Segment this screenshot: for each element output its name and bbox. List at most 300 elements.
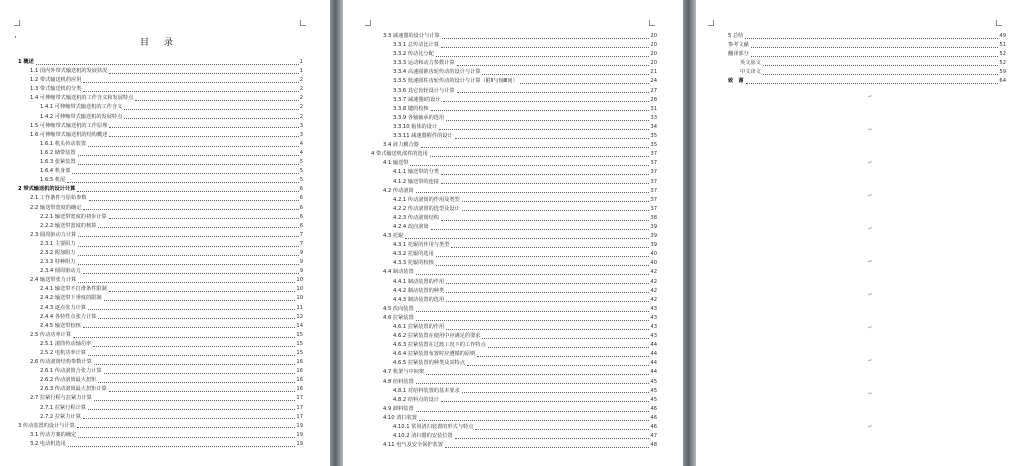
toc-entry-page-number: 2 [299,104,303,111]
toc-entry-page-number: 38 [650,214,657,221]
toc-leader-dots [431,109,650,111]
toc-entry[interactable] [18,67,303,76]
toc-entry-title: 1.2 带式输送机的应用 [30,77,82,84]
toc-entry[interactable] [371,432,657,441]
toc-entry[interactable] [18,158,303,167]
toc-entry[interactable] [18,358,303,367]
toc-entry-title: 4.8 给料装置 [383,378,414,385]
toc-leader-dots [416,410,650,412]
toc-entry-title: 2.6.3 传动滚筒最大扭矩计算 [40,386,107,393]
toc-entry[interactable] [18,76,303,85]
toc-entry-title: 1.1 国内外带式输送机的发展状况 [30,68,108,75]
margin-corner-mark [708,20,714,26]
toc-entry-page-number: 45 [650,387,657,394]
toc-entry-page-number: 20 [650,51,657,58]
toc-entry[interactable] [18,322,303,331]
toc-entry[interactable] [18,58,303,67]
toc-leader-dots [89,199,299,201]
toc-entry-page-number: 40 [650,251,657,258]
toc-entry-title: 4.4.2 制动装置的种类 [393,287,445,294]
toc-entry-title: 4.6.2 拉紧装置在使用中应满足的要求 [393,333,481,340]
toc-entry[interactable] [371,396,657,405]
toc-entry[interactable] [18,149,303,158]
toc-entry[interactable] [18,213,303,222]
toc-entry[interactable] [371,414,657,423]
toc-entry[interactable] [371,178,657,187]
toc-leader-dots [109,72,298,74]
toc-entry[interactable] [371,287,657,296]
toc-entry-title: 4.7 机架与中间架 [383,369,425,376]
toc-entry-title: 3.2 电动机选用 [30,440,66,447]
toc-leader-dots [426,373,649,375]
toc-leader-dots [446,300,649,302]
toc-entry-title: 3.3.9 各轴轴承的选用 [393,114,445,121]
toc-entry-page-number: 20 [650,33,657,39]
toc-entry-title: 2.3 圆周驱动力计算 [30,231,77,238]
toc-entry[interactable] [18,258,303,267]
toc-entry-title: 4.2.4 改向滚筒 [393,223,429,230]
toc-leader-dots [135,99,298,101]
paragraph-mark: ↵ [868,325,873,331]
toc-leader-dots [124,108,298,110]
toc-entry-title: 3.3.5 低速圆柱齿轮传动的设计与计算（附Ⅱ与轴Ⅲ间） [393,78,518,85]
toc-entry[interactable] [371,350,657,359]
toc-entry-title: 4.10.2 清扫器的安装位置 [393,433,453,440]
toc-entry[interactable] [18,440,303,449]
margin-corner-mark [649,20,655,26]
toc-entry[interactable] [371,387,657,396]
toc-entry[interactable] [371,159,657,168]
toc-entry[interactable] [371,114,657,123]
toc-entry-page-number: 37 [650,196,657,203]
toc-entry-page-number: 11 [296,304,303,311]
toc-entry[interactable] [18,267,303,276]
toc-entry[interactable] [371,87,657,96]
toc-entry-page-number: 28 [650,96,657,103]
toc-entry[interactable] [371,77,657,86]
toc-entry-page-number: 44 [650,369,657,376]
toc-entry-page-number: 6 [299,186,303,193]
toc-list-page-3 [728,32,1006,87]
toc-entry-page-number: 17 [296,404,303,411]
paragraph-mark: ↵ [868,259,873,265]
toc-leader-dots [83,326,296,328]
document-page-3[interactable] [696,0,1030,466]
toc-entry-page-number: 10 [296,295,303,302]
toc-entry-page-number: 16 [296,359,303,366]
toc-entry-title: 翻译部分 [728,51,749,58]
toc-leader-dots [746,82,999,84]
toc-entry[interactable] [18,131,303,140]
toc-leader-dots [436,255,650,257]
toc-entry-page-number: 52 [999,60,1006,67]
toc-leader-dots [109,135,298,137]
toc-entry-page-number: 15 [296,331,303,338]
toc-entry[interactable] [18,431,303,440]
toc-leader-dots [78,235,298,237]
toc-leader-dots [436,55,650,57]
toc-entry[interactable] [18,240,303,249]
toc-entry-title: 2.7.1 拉紧行程计算 [40,404,86,411]
toc-entry[interactable] [371,314,657,323]
paragraph-mark: ↵ [868,94,873,100]
toc-leader-dots [73,336,295,338]
toc-entry-page-number: 5 [299,159,303,166]
toc-entry[interactable] [18,113,303,122]
toc-leader-dots [441,46,649,48]
toc-entry[interactable] [371,359,657,368]
toc-leader-dots [441,400,649,402]
toc-leader-dots [457,64,650,66]
toc-entry-page-number: 16 [296,368,303,375]
toc-entry-title: 1.6.3 张紧装置 [40,159,76,166]
toc-entry[interactable] [18,404,303,413]
toc-entry[interactable] [371,405,657,414]
toc-entry-page-number: 35 [650,133,657,140]
toc-entry[interactable] [371,305,657,314]
toc-entry[interactable] [371,341,657,350]
toc-entry-title: 3.3.3 运动和动力参数计算 [393,60,455,67]
toc-entry-page-number: 37 [650,160,657,167]
margin-corner-mark [300,20,306,26]
toc-entry-title: 4.4.1 制动装置的作用 [393,278,445,285]
toc-entry[interactable] [371,232,657,241]
toc-entry-page-number: 52 [999,51,1006,58]
toc-leader-dots [416,319,650,321]
toc-entry-title: 2.3.1 主要阻力 [40,240,76,247]
toc-leader-dots [88,354,295,356]
toc-entry-title: 2.2 输送带宽度的确定 [30,204,82,211]
toc-entry-title: 2.4.5 输送带校核 [40,322,81,329]
toc-entry[interactable] [18,140,303,149]
toc-leader-dots [443,100,650,102]
toc-entry[interactable] [371,223,657,232]
toc-entry[interactable] [728,50,1006,59]
toc-leader-dots [98,381,295,383]
toc-entry-title: 4.8.2 给料点的设计 [393,396,439,403]
toc-leader-dots [482,337,649,339]
toc-entry-title: 2.5.1 滚筒传动轴功率 [40,340,92,347]
toc-entry-page-number: 7 [299,240,303,247]
toc-leader-dots [93,345,295,347]
toc-entry[interactable] [18,385,303,394]
toc-entry[interactable] [18,413,303,422]
toc-entry[interactable] [18,313,303,322]
toc-entry[interactable] [18,285,303,294]
toc-entry[interactable] [18,167,303,176]
toc-entry[interactable] [371,368,657,377]
toc-leader-dots [405,237,649,239]
toc-entry[interactable] [371,250,657,259]
toc-entry-title: 3.3.2 传动比分配 [393,51,434,58]
toc-entry[interactable] [371,59,657,68]
toc-leader-dots [416,273,650,275]
toc-leader-dots [410,164,649,166]
toc-leader-dots [88,145,299,147]
toc-entry-title: 2 带式输送机的设计计算 [18,186,76,193]
toc-entry-page-number: 3 [299,122,303,129]
toc-entry[interactable] [18,304,303,313]
toc-entry-title: 4.1 输送带 [383,160,409,167]
toc-leader-dots [88,308,295,310]
toc-entry-title: 2.4 输送带张力计算 [30,277,77,284]
toc-entry[interactable] [371,378,657,387]
toc-entry-page-number: 37 [650,169,657,176]
toc-leader-dots [36,63,299,65]
paragraph-mark: ↵ [868,424,873,430]
paragraph-mark: ↵ [868,292,873,298]
toc-leader-dots [78,154,299,156]
toc-entry[interactable] [371,268,657,277]
toc-entry[interactable] [371,96,657,105]
toc-entry[interactable] [371,141,657,150]
toc-entry-title: 2.5 传动功率计算 [30,331,72,338]
toc-entry-page-number: 16 [296,386,303,393]
toc-leader-dots [745,37,998,39]
toc-entry-page-number: 51 [999,42,1006,49]
toc-entry-title: 1.6 可伸缩带式输送机的结构概述 [30,131,108,138]
document-page-1[interactable] [0,0,330,466]
toc-entry-title: 4.5 改向装置 [383,305,414,312]
page-gap-left [330,0,343,466]
paragraph-mark: ↵ [868,358,873,364]
toc-entry-title: 1.4.1 可伸缩带式输送机的工作含义 [40,104,123,111]
toc-entry-page-number: 15 [296,350,303,356]
toc-entry[interactable] [371,332,657,341]
toc-leader-dots [68,445,296,447]
toc-entry[interactable] [18,231,303,240]
toc-entry[interactable] [371,214,657,223]
toc-entry-title: 5 总结 [728,33,744,39]
toc-leader-dots [455,437,650,439]
toc-leader-dots [104,372,296,374]
toc-leader-dots [436,264,650,266]
toc-entry[interactable] [728,59,1006,68]
toc-entry[interactable] [18,194,303,203]
toc-entry-page-number: 43 [650,333,657,340]
toc-leader-dots [482,73,649,75]
toc-entry-title: 4.6.3 拉紧装置在过渡工况下的工作特点 [393,342,486,349]
toc-entry-title: 4.10.1 常用清扫装置的形式与特点 [393,424,474,431]
toc-entry[interactable] [18,185,303,194]
toc-entry-title: 英文原文 [740,60,761,67]
toc-entry-title: 3.4 液力耦合器 [383,142,419,149]
toc-entry-page-number: 64 [999,78,1006,85]
toc-leader-dots [488,346,650,348]
toc-entry[interactable] [371,132,657,141]
toc-entry[interactable] [371,41,657,50]
toc-entry-page-number: 4 [299,140,303,147]
toc-entry-page-number: 44 [650,351,657,358]
toc-entry[interactable] [371,241,657,250]
toc-leader-dots [446,119,649,121]
toc-entry-page-number: 2 [299,77,303,84]
toc-entry[interactable] [371,441,657,450]
toc-entry-page-number: 24 [650,78,657,85]
toc-entry[interactable] [371,259,657,268]
toc-entry-page-number: 37 [650,151,657,158]
toc-entry-title: 1.4 可伸缩带式输送机的工作含义和发展特点 [30,95,134,102]
toc-leader-dots [94,399,296,401]
toc-entry[interactable] [371,296,657,305]
toc-entry[interactable] [728,68,1006,77]
toc-entry-page-number: 6 [299,195,303,202]
toc-entry-page-number: 46 [650,405,657,412]
toc-entry-page-number: 39 [650,242,657,249]
toc-entry-page-number: 20 [650,60,657,67]
toc-entry-page-number: 17 [296,413,303,420]
toc-entry-page-number: 39 [650,233,657,240]
toc-entry-title: 2.3.3 特种阻力 [40,259,76,266]
toc-entry[interactable] [18,349,303,358]
toc-leader-dots [104,299,296,301]
toc-entry-page-number: 37 [650,178,657,185]
toc-entry[interactable] [18,204,303,213]
toc-entry[interactable] [18,394,303,403]
toc-entry-title: 2.2.1 输送带宽度的初步计算 [40,213,107,220]
toc-leader-dots [94,363,296,365]
toc-entry-title: 4.6.4 拉紧装置布置时应遵循的原则 [393,351,476,358]
toc-leader-dots [88,408,295,410]
toc-leader-dots [72,172,298,174]
toc-entry[interactable] [371,205,657,214]
toc-entry[interactable] [371,123,657,132]
toc-leader-dots [78,263,299,265]
toc-entry-title: 1.4.2 可伸缩带式输送机的发展特点 [40,113,123,120]
toc-entry[interactable] [371,168,657,177]
toc-leader-dots [455,137,650,139]
toc-entry-page-number: 19 [296,431,303,438]
toc-leader-dots [442,37,650,39]
margin-corner-mark [14,20,20,26]
toc-entry[interactable] [18,376,303,385]
toc-leader-dots [78,163,299,165]
toc-entry[interactable] [18,294,303,303]
toc-leader-dots [83,417,296,419]
toc-entry-title: 4.8.1 对给料装置的基本要求 [393,387,460,394]
toc-entry-page-number: 2 [299,86,303,93]
toc-leader-dots [751,46,999,48]
toc-entry-title: 3.3.7 减速器Ⅰ的设计 [393,96,441,103]
toc-entry-title: 4.6 拉紧装置 [383,314,414,321]
toc-entry-page-number: 42 [650,269,657,276]
toc-leader-dots [109,217,299,219]
toc-entry[interactable] [18,276,303,285]
toc-entry-title: 2.3.4 圆周驱动力 [40,268,81,275]
toc-entry[interactable] [18,176,303,185]
toc-entry-page-number: 6 [299,222,303,229]
toc-entry[interactable] [371,196,657,205]
toc-entry-page-number: 34 [650,123,657,130]
paragraph-mark: ↵ [868,160,873,166]
toc-leader-dots [462,391,650,393]
toc-entry-title: 1.3 带式输送机的分类 [30,86,82,93]
toc-entry-title: 2.6 传动滚筒结构参数计算 [30,359,92,366]
toc-entry-page-number: 7 [299,231,303,238]
toc-entry-title: 3.1 传动方案的确定 [30,431,77,438]
toc-entry-page-number: 44 [650,360,657,367]
toc-entry[interactable] [18,122,303,131]
toc-entry[interactable] [371,278,657,287]
toc-entry[interactable] [728,32,1006,41]
toc-entry[interactable] [18,340,303,349]
toc-entry-title: 4.9 卸料装置 [383,405,414,412]
toc-entry-title: 4.10 清扫装置 [383,414,417,421]
toc-entry-title: 2.4.1 输送带不打滑条件限制 [40,286,107,293]
toc-entry[interactable] [18,222,303,231]
toc-entry-page-number: 39 [650,223,657,230]
margin-corner-mark [365,20,371,26]
toc-entry[interactable] [371,68,657,77]
toc-entry[interactable] [371,50,657,59]
toc-entry-title: 2.1 工作条件与原始参数 [30,195,87,202]
toc-entry-page-number: 45 [650,396,657,403]
toc-entry[interactable] [18,331,303,340]
toc-entry[interactable] [18,367,303,376]
toc-leader-dots [477,355,649,357]
page-gap-right [683,0,696,466]
toc-entry-page-number: 9 [299,259,303,266]
toc-entry[interactable] [18,249,303,258]
toc-entry-title: 4.2 传动滚筒 [383,187,414,194]
toc-entry-page-number: 44 [650,342,657,349]
toc-leader-dots [83,90,298,92]
toc-entry-page-number: 19 [296,422,303,429]
toc-entry-title: 4.4.3 制动装置的选用 [393,296,445,303]
toc-entry-page-number: 15 [296,340,303,347]
toc-leader-dots [67,181,298,183]
toc-entry-page-number: 21 [650,69,657,76]
toc-entry[interactable] [371,32,657,41]
toc-entry[interactable] [371,150,657,159]
toc-entry-title: 2.4.3 逐点张力计算 [40,304,86,311]
toc-list-page-1 [18,58,303,449]
toc-entry-page-number: 45 [650,378,657,385]
toc-entry-title: 4.1.2 输送带的连接 [393,178,439,185]
toc-entry-page-number: 9 [299,268,303,275]
toc-entry[interactable] [18,103,303,112]
toc-leader-dots [109,290,296,292]
toc-entry[interactable] [371,187,657,196]
toc-entry-page-number: 42 [650,278,657,285]
toc-leader-dots [83,208,298,210]
toc-entry-title: 4.11 电气及安全保护装置 [383,442,443,449]
toc-leader-dots [109,390,296,392]
toc-entry-page-number: 40 [650,260,657,267]
toc-entry[interactable] [18,94,303,103]
toc-entry-page-number: 43 [650,305,657,312]
toc-entry[interactable] [18,422,303,431]
toc-entry[interactable] [371,323,657,332]
toc-entry[interactable] [371,423,657,432]
toc-entry-page-number: 16 [296,377,303,384]
toc-entry-page-number: 10 [296,286,303,293]
toc-entry-title: 2.6.1 传动滚筒合张力计算 [40,368,102,375]
toc-entry[interactable] [18,85,303,94]
toc-entry-page-number: 17 [296,395,303,402]
toc-entry-page-number: 1 [299,59,303,65]
toc-entry-page-number: 12 [296,313,303,320]
toc-leader-dots [763,64,999,66]
document-page-2[interactable] [343,0,683,466]
toc-leader-dots [98,317,295,319]
toc-entry-page-number: 9 [299,249,303,256]
toc-entry[interactable] [728,41,1006,50]
toc-leader-dots [462,200,650,202]
toc-entry[interactable] [371,105,657,114]
toc-entry[interactable] [728,77,1006,86]
toc-leader-dots [416,191,650,193]
